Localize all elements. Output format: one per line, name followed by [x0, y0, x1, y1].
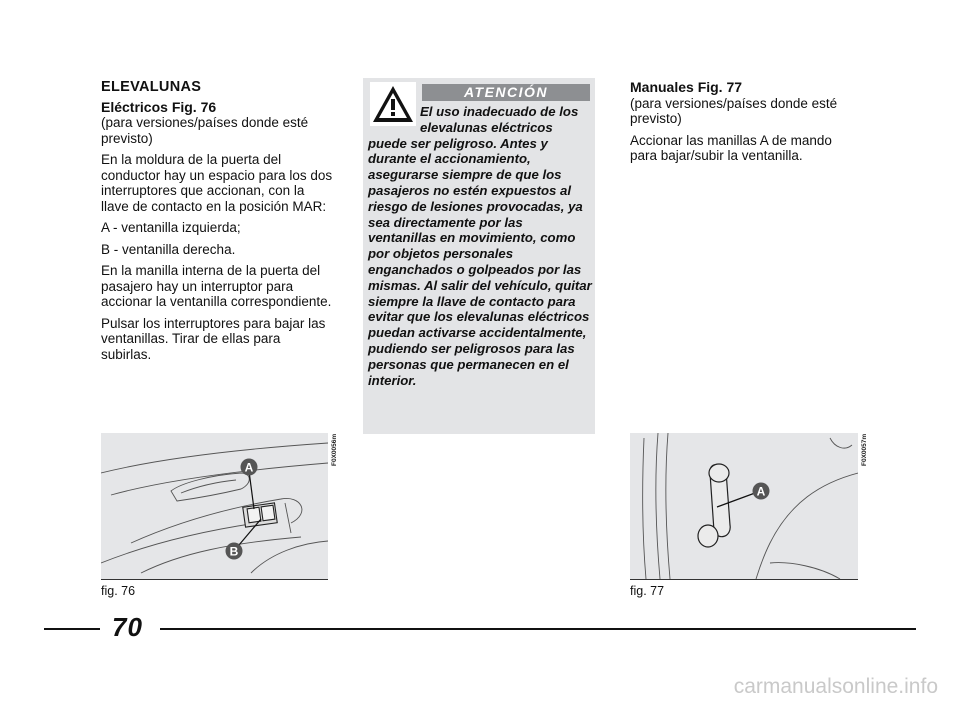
paragraph-switch-b: B - ventanilla derecha.: [101, 241, 236, 257]
watermark: carmanualsonline.info: [733, 675, 938, 698]
callout-a-77: A: [756, 484, 766, 499]
section-heading: ELEVALUNAS: [101, 79, 202, 95]
footer-rule-left: [44, 628, 100, 630]
warning-title: ATENCIÓN: [422, 84, 590, 101]
page-number: 70: [112, 612, 143, 642]
figure-code-76: F0X0056m: [331, 433, 338, 466]
subsection-heading-electric: Eléctricos Fig. 76: [101, 98, 217, 115]
subsection-heading-manual: Manuales Fig. 77: [630, 79, 743, 95]
paragraph-switch-a: A - ventanilla izquierda;: [101, 220, 241, 235]
figure-code-77: F0X0057m: [861, 433, 868, 466]
right-column: [630, 80, 860, 170]
figure-77-manual-crank: [630, 433, 858, 580]
paragraph-manual-operation: Accionar las manillas A de mando para bajar/subir la ventanilla.: [630, 132, 832, 163]
figure-caption-76: fig. 76: [101, 584, 136, 598]
figure-caption-77: fig. 77: [630, 584, 665, 598]
callout-b: B: [229, 544, 239, 559]
paragraph-passenger: En la manilla interna de la puerta del pasajero hay un interruptor para accionar la ventanilla correspondiente.: [101, 263, 332, 309]
crank-drawing: [630, 433, 858, 579]
paragraph-location: En la moldura de la puerta del conductor hay un espacio para los dos interruptores que accionan, con la llave de contacto en la posición MAR:: [101, 152, 333, 214]
left-column: [101, 80, 333, 368]
door-panel-drawing: [101, 433, 328, 579]
paragraph-availability: (para versiones/países donde esté previsto): [101, 115, 309, 146]
figure-76-door-switches: [101, 433, 328, 580]
warning-text: El uso inadecuado de los elevalunas eléctricos puede ser peligroso. Antes y durante el accionamiento, asegurarse siempre de que los pasajeros no estén expuestos al riesgo de lesiones provocadas, ya sea directamente por las ventanillas en movimiento, como por objetos personales enganchados o golpeados por las mismas. Al salir del vehículo, quitar siempre la llave de contacto para evitar que los elevalunas eléctricos puedan activarse accidentalmente, pudiendo ser peligrosos para las personas que permanecen en el interior.: [368, 104, 592, 388]
warning-text-block: [368, 104, 592, 388]
paragraph-operation: Pulsar los interruptores para bajar las ventanillas. Tirar de ellas para subirlas.: [101, 315, 326, 362]
footer-rule-right: [160, 628, 916, 630]
callout-a: A: [244, 460, 254, 475]
paragraph-availability-manual: (para versiones/países donde esté previsto): [630, 95, 838, 126]
